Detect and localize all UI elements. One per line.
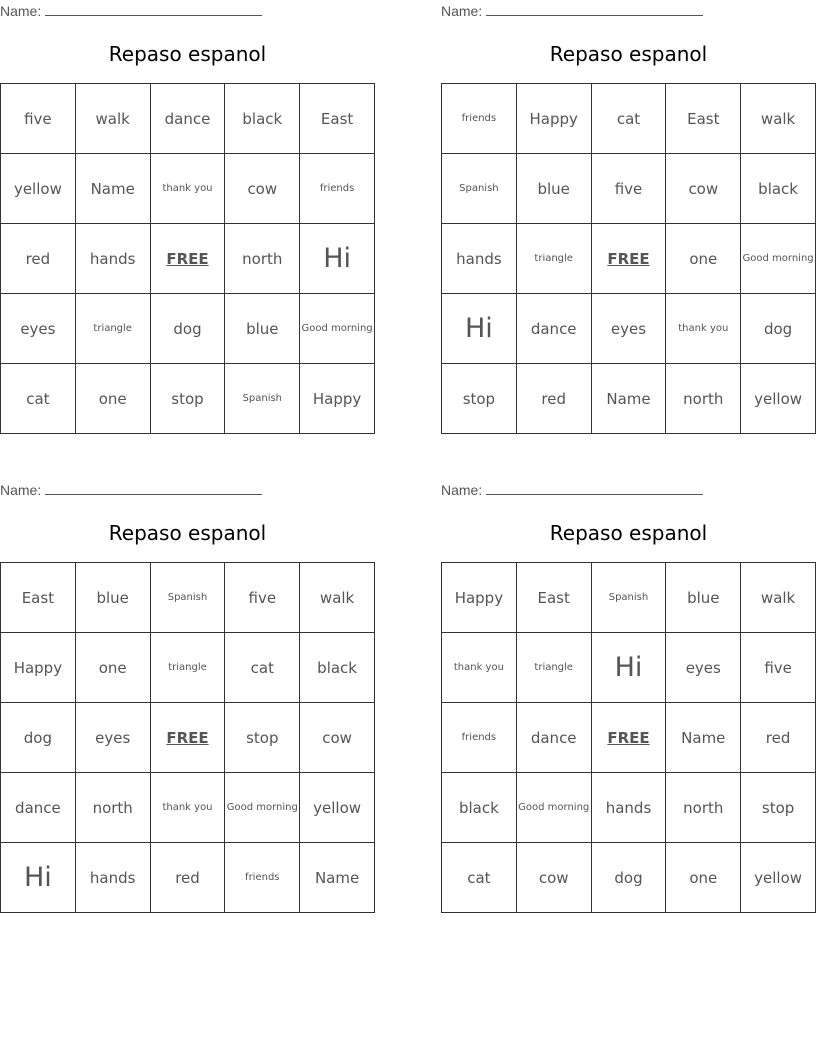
bingo-cell: hands <box>76 843 151 913</box>
bingo-cell: hands <box>76 224 151 294</box>
bingo-cell: dog <box>741 294 816 364</box>
bingo-cell: East <box>666 84 741 154</box>
bingo-cell: cow <box>666 154 741 224</box>
bingo-cell: five <box>225 563 300 633</box>
card-title: Repaso espanol <box>549 42 708 66</box>
name-label: Name: <box>441 3 483 19</box>
bingo-cell: stop <box>151 364 226 434</box>
bingo-cell: friends <box>442 703 517 773</box>
bingo-cell: Hi <box>1 843 76 913</box>
bingo-card <box>441 0 816 440</box>
bingo-cell: one <box>666 224 741 294</box>
name-blank <box>486 482 703 495</box>
bingo-cell: Happy <box>300 364 375 434</box>
bingo-cell: triangle <box>517 633 592 703</box>
bingo-cell: blue <box>225 294 300 364</box>
name-blank <box>486 3 703 16</box>
bingo-cell: Good morning <box>225 773 300 843</box>
bingo-cell: walk <box>741 563 816 633</box>
bingo-cell: hands <box>442 224 517 294</box>
name-blank <box>45 482 262 495</box>
bingo-cell: cow <box>300 703 375 773</box>
bingo-cell: five <box>1 84 76 154</box>
name-label: Name: <box>0 482 42 498</box>
bingo-cell: red <box>741 703 816 773</box>
bingo-cell: eyes <box>76 703 151 773</box>
name-label: Name: <box>0 3 42 19</box>
card-title: Repaso espanol <box>108 42 267 66</box>
bingo-cell: Spanish <box>151 563 226 633</box>
bingo-cell: dog <box>151 294 226 364</box>
bingo-cell: stop <box>442 364 517 434</box>
bingo-cell: dance <box>1 773 76 843</box>
bingo-cell: walk <box>76 84 151 154</box>
bingo-cell: stop <box>741 773 816 843</box>
bingo-cell: walk <box>741 84 816 154</box>
bingo-cell: dance <box>517 703 592 773</box>
bingo-cell: blue <box>666 563 741 633</box>
bingo-cell: thank you <box>442 633 517 703</box>
bingo-cell: five <box>741 633 816 703</box>
free-space-cell: FREE <box>151 224 226 294</box>
bingo-cell: dog <box>1 703 76 773</box>
bingo-cell: Hi <box>592 633 667 703</box>
bingo-cell: black <box>225 84 300 154</box>
bingo-cell: blue <box>76 563 151 633</box>
bingo-cell: cow <box>225 154 300 224</box>
name-field <box>0 482 262 498</box>
bingo-cell: eyes <box>666 633 741 703</box>
bingo-cell: one <box>666 843 741 913</box>
bingo-cell: East <box>300 84 375 154</box>
bingo-cell: Spanish <box>442 154 517 224</box>
bingo-grid <box>0 83 375 434</box>
bingo-cell: triangle <box>151 633 226 703</box>
bingo-cell: yellow <box>300 773 375 843</box>
bingo-cell: Good morning <box>741 224 816 294</box>
bingo-cell: Good morning <box>517 773 592 843</box>
bingo-cell: Hi <box>300 224 375 294</box>
bingo-cell: red <box>1 224 76 294</box>
bingo-cell: black <box>442 773 517 843</box>
bingo-card <box>441 479 816 919</box>
bingo-cell: Spanish <box>592 563 667 633</box>
name-field <box>441 482 703 498</box>
bingo-cell: East <box>1 563 76 633</box>
bingo-cell: Spanish <box>225 364 300 434</box>
bingo-cell: Name <box>300 843 375 913</box>
bingo-cell: dance <box>151 84 226 154</box>
name-field <box>0 3 262 19</box>
card-title: Repaso espanol <box>549 521 708 545</box>
bingo-cell: thank you <box>151 773 226 843</box>
bingo-grid <box>441 83 816 434</box>
bingo-cell: eyes <box>592 294 667 364</box>
bingo-cell: five <box>592 154 667 224</box>
name-field <box>441 3 703 19</box>
bingo-cell: cat <box>1 364 76 434</box>
bingo-cell: one <box>76 364 151 434</box>
bingo-cell: Happy <box>442 563 517 633</box>
bingo-card <box>0 0 375 440</box>
bingo-cell: cow <box>517 843 592 913</box>
bingo-cell: black <box>300 633 375 703</box>
free-space-cell: FREE <box>151 703 226 773</box>
free-space-cell: FREE <box>592 703 667 773</box>
bingo-cell: walk <box>300 563 375 633</box>
bingo-cell: cat <box>592 84 667 154</box>
bingo-cell: one <box>76 633 151 703</box>
bingo-cell: friends <box>442 84 517 154</box>
bingo-cell: cat <box>442 843 517 913</box>
bingo-cell: blue <box>517 154 592 224</box>
bingo-cell: thank you <box>151 154 226 224</box>
free-space-cell: FREE <box>592 224 667 294</box>
bingo-cell: triangle <box>517 224 592 294</box>
bingo-cell: yellow <box>1 154 76 224</box>
bingo-cell: north <box>225 224 300 294</box>
bingo-cell: Happy <box>517 84 592 154</box>
bingo-cell: thank you <box>666 294 741 364</box>
bingo-cell: Name <box>666 703 741 773</box>
bingo-grid <box>0 562 375 913</box>
bingo-cell: stop <box>225 703 300 773</box>
bingo-cell: friends <box>300 154 375 224</box>
bingo-cell: friends <box>225 843 300 913</box>
bingo-cell: yellow <box>741 843 816 913</box>
bingo-cell: Name <box>592 364 667 434</box>
name-blank <box>45 3 262 16</box>
bingo-cell: red <box>517 364 592 434</box>
bingo-cell: Good morning <box>300 294 375 364</box>
bingo-cell: Name <box>76 154 151 224</box>
bingo-cell: north <box>76 773 151 843</box>
bingo-cell: black <box>741 154 816 224</box>
card-title: Repaso espanol <box>108 521 267 545</box>
bingo-cell: north <box>666 773 741 843</box>
bingo-cell: dance <box>517 294 592 364</box>
name-label: Name: <box>441 482 483 498</box>
bingo-cell: red <box>151 843 226 913</box>
bingo-cell: yellow <box>741 364 816 434</box>
bingo-cell: hands <box>592 773 667 843</box>
bingo-cell: cat <box>225 633 300 703</box>
bingo-cell: Hi <box>442 294 517 364</box>
bingo-cell: triangle <box>76 294 151 364</box>
bingo-cell: East <box>517 563 592 633</box>
bingo-cell: dog <box>592 843 667 913</box>
bingo-grid <box>441 562 816 913</box>
bingo-cell: north <box>666 364 741 434</box>
bingo-cell: eyes <box>1 294 76 364</box>
bingo-card <box>0 479 375 919</box>
bingo-cell: Happy <box>1 633 76 703</box>
